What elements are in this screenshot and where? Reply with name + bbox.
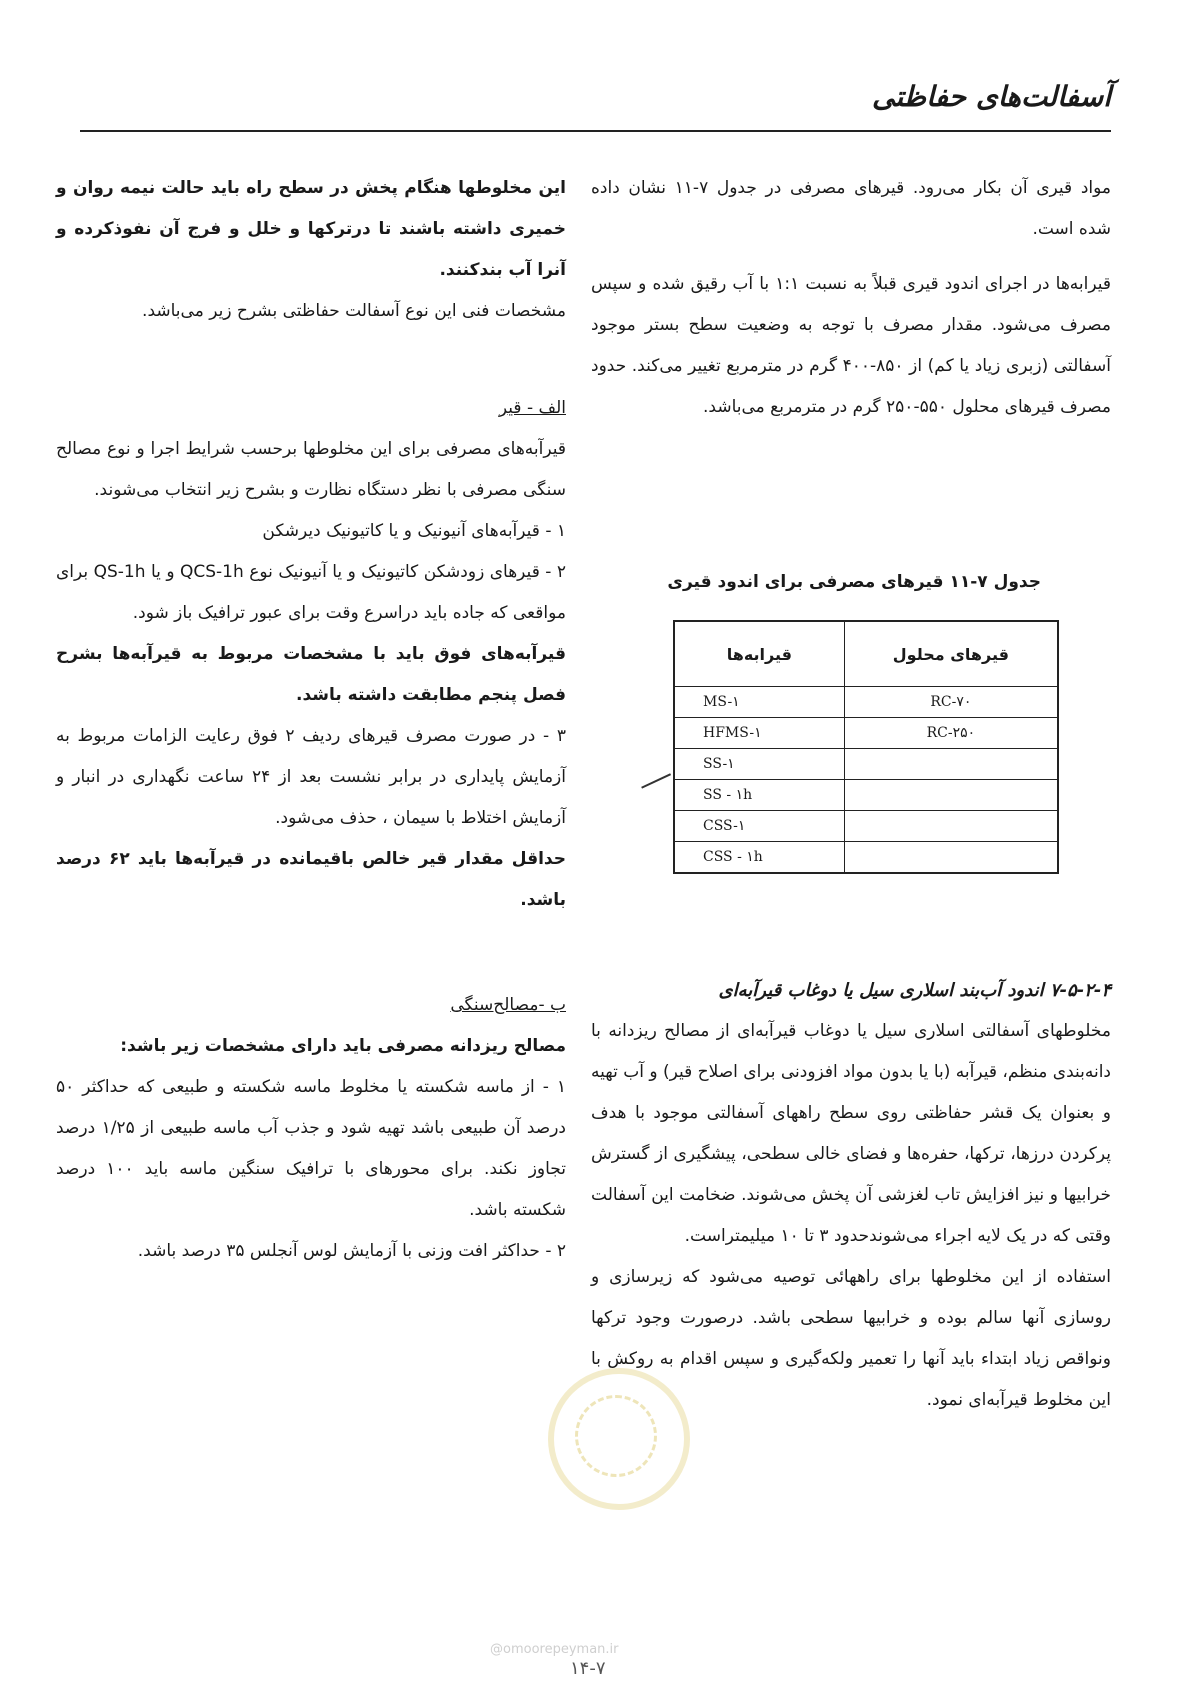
list-item: ۱ - از ماسه شکسته یا مخلوط ماسه شکسته و طبیعی که حداکثر ۵۰ درصد آن طبیعی باشد تهیه شود و جذب آب ماسه طبیعی از ۱/۲۵ درصد تجاوز نکند. برای محورهای با ترافیک سنگین ماسه باید ۱۰۰ درصد شکسته باشد. xyxy=(56,1077,566,1220)
subsection-heading-b: ب -مصالح‌سنگی xyxy=(450,995,566,1015)
pen-stroke-mark xyxy=(641,773,671,788)
page-header-title: آسفالت‌های حفاظتی xyxy=(872,80,1111,113)
paragraph-bold: قیرآبه‌های فوق باید با مشخصات مربوط به قیرآبه‌ها بشرح فصل پنجم مطابقت داشته باشد. xyxy=(56,644,566,705)
paragraph: مواد قیری آن بکار می‌رود. قیرهای مصرفی در جدول ۷-۱۱ نشان داده شده است. xyxy=(591,178,1112,239)
table-cell-cutback: RC-۷۰ xyxy=(844,687,1058,718)
right-column-lower xyxy=(591,970,1111,1421)
table-cell-cutback xyxy=(844,749,1058,780)
paragraph: قیرآبه‌های مصرفی برای این مخلوطها برحسب شرایط اجرا و نوع مصالح سنگی مصرفی با نظر دستگاه نظارت و بشرح زیر انتخاب می‌شوند. xyxy=(56,439,566,500)
paragraph-bold: حداقل مقدار قیر خالص باقیمانده در قیرآبه‌ها باید ۶۲ درصد باشد. xyxy=(56,849,566,910)
subsection-heading-a: الف - قیر xyxy=(498,398,566,418)
paragraph: مخلوطهای آسفالتی اسلاری سیل یا دوغاب قیرآبه‌ای از مصالح ریزدانه با دانه‌بندی منظم، قیرآبه (با یا بدون مواد افزودنی برای اصلاح قیر) و آب تهیه و بعنوان یک قشر حفاظتی روی سطح راههای آسفالتی موجود با هدف پرکردن درزها، ترکها، حفره‌ها و فضای خالی سطحی، پیشگیری از گسترش خرابیها و نیز افزایش تاب لغزشی آن پخش می‌شوند. ضخامت این آسفالت وقتی که در یک لایه اجراء می‌شوندحدود ۳ تا ۱۰ میلیمتراست. xyxy=(591,1021,1111,1246)
paragraph-bold: این مخلوطها هنگام پخش در سطح راه باید حالت نیمه روان و خمیری داشته باشند تا درترکها و خلل و فرج آن نفوذکرده و آنرا آب بندکنند. xyxy=(56,178,566,280)
paragraph: استفاده از این مخلوطها برای راههائی توصیه می‌شود که زیرسازی و روسازی آنها سالم بوده و خرابیها سطحی باشد. درصورت وجود ترکها ونواقص زیاد ابتداء باید آنها را تعمیر ولکه‌گیری و سپس اقدام به روکش با این مخلوط قیرآبه‌ای نمود. xyxy=(591,1267,1111,1410)
bitumen-table xyxy=(673,620,1059,874)
table-cell-cutback xyxy=(844,842,1058,874)
table-row xyxy=(674,811,1058,842)
table-cell-emulsion: CSS - ۱h xyxy=(674,842,844,874)
paragraph: قیرابه‌ها در اجرای اندود قیری قبلاً به نسبت ۱:۱ با آب رقیق شده و سپس مصرف می‌شود. مقدار مصرف با توجه به وضعیت سطح بستر موجود آسفالتی (زبری زیاد یا کم) از ۸۵۰-۴۰۰ گرم در مترمربع تغییر می‌کند. حدود مصرف قیرهای محلول ۵۵۰-۲۵۰ گرم در مترمربع می‌باشد. xyxy=(591,274,1111,417)
watermark-text: @omoorepeyman.ir xyxy=(490,1642,619,1657)
paragraph-bold: مصالح ریزدانه مصرفی باید دارای مشخصات زیر باشد: xyxy=(120,1036,566,1056)
page-number: ۱۴-۷ xyxy=(570,1658,606,1679)
header-divider xyxy=(80,130,1111,132)
table-row xyxy=(674,749,1058,780)
list-item: ۳ - در صورت مصرف قیرهای ردیف ۲ فوق رعایت الزامات مربوط به آزمایش پایداری در برابر نشست بعد از ۲۴ ساعت نگهداری در انبار و آزمایش اختلاط با سیمان ، حذف می‌شود. xyxy=(56,726,566,828)
table-cell-emulsion: SS-۱ xyxy=(674,749,844,780)
list-item: ۲ - حداکثر افت وزنی با آزمایش لوس آنجلس ۳۵ درصد باشد. xyxy=(137,1241,566,1261)
watermark-seal-inner-icon xyxy=(575,1395,657,1477)
table-cell-emulsion: CSS-۱ xyxy=(674,811,844,842)
table-cell-emulsion: SS - ۱h xyxy=(674,780,844,811)
table-caption: جدول ۷-۱۱ قیرهای مصرفی برای اندود قیری xyxy=(667,572,1041,592)
table-cell-emulsion: HFMS-۱ xyxy=(674,718,844,749)
table-row xyxy=(674,780,1058,811)
table-row xyxy=(674,842,1058,874)
table-row xyxy=(674,718,1058,749)
table-cell-emulsion: MS-۱ xyxy=(674,687,844,718)
table-header-emulsion: قیرابه‌ها xyxy=(674,621,844,687)
section-title: ۷-۵-۲-۴ اندود آب‌بند اسلاری سیل یا دوغاب قیرآبه‌ای xyxy=(718,980,1111,1001)
table-cell-cutback: RC-۲۵۰ xyxy=(844,718,1058,749)
table-cell-cutback xyxy=(844,811,1058,842)
paragraph: مشخصات فنی این نوع آسفالت حفاظتی بشرح زیر می‌باشد. xyxy=(142,301,566,321)
left-column xyxy=(56,168,566,1272)
list-item: ۲ - قیرهای زودشکن کاتیونیک و یا آنیونیک نوع QCS-1h و یا QS-1h برای مواقعی که جاده باید دراسرع وقت برای عبور ترافیک باز شود. xyxy=(56,562,566,623)
right-column xyxy=(591,168,1111,428)
table-row xyxy=(674,687,1058,718)
table-cell-cutback xyxy=(844,780,1058,811)
table-header-cutback: قیرهای محلول xyxy=(844,621,1058,687)
list-item: ۱ - قیرآبه‌های آنیونیک و یا کاتیونیک دیرشکن xyxy=(262,521,566,541)
